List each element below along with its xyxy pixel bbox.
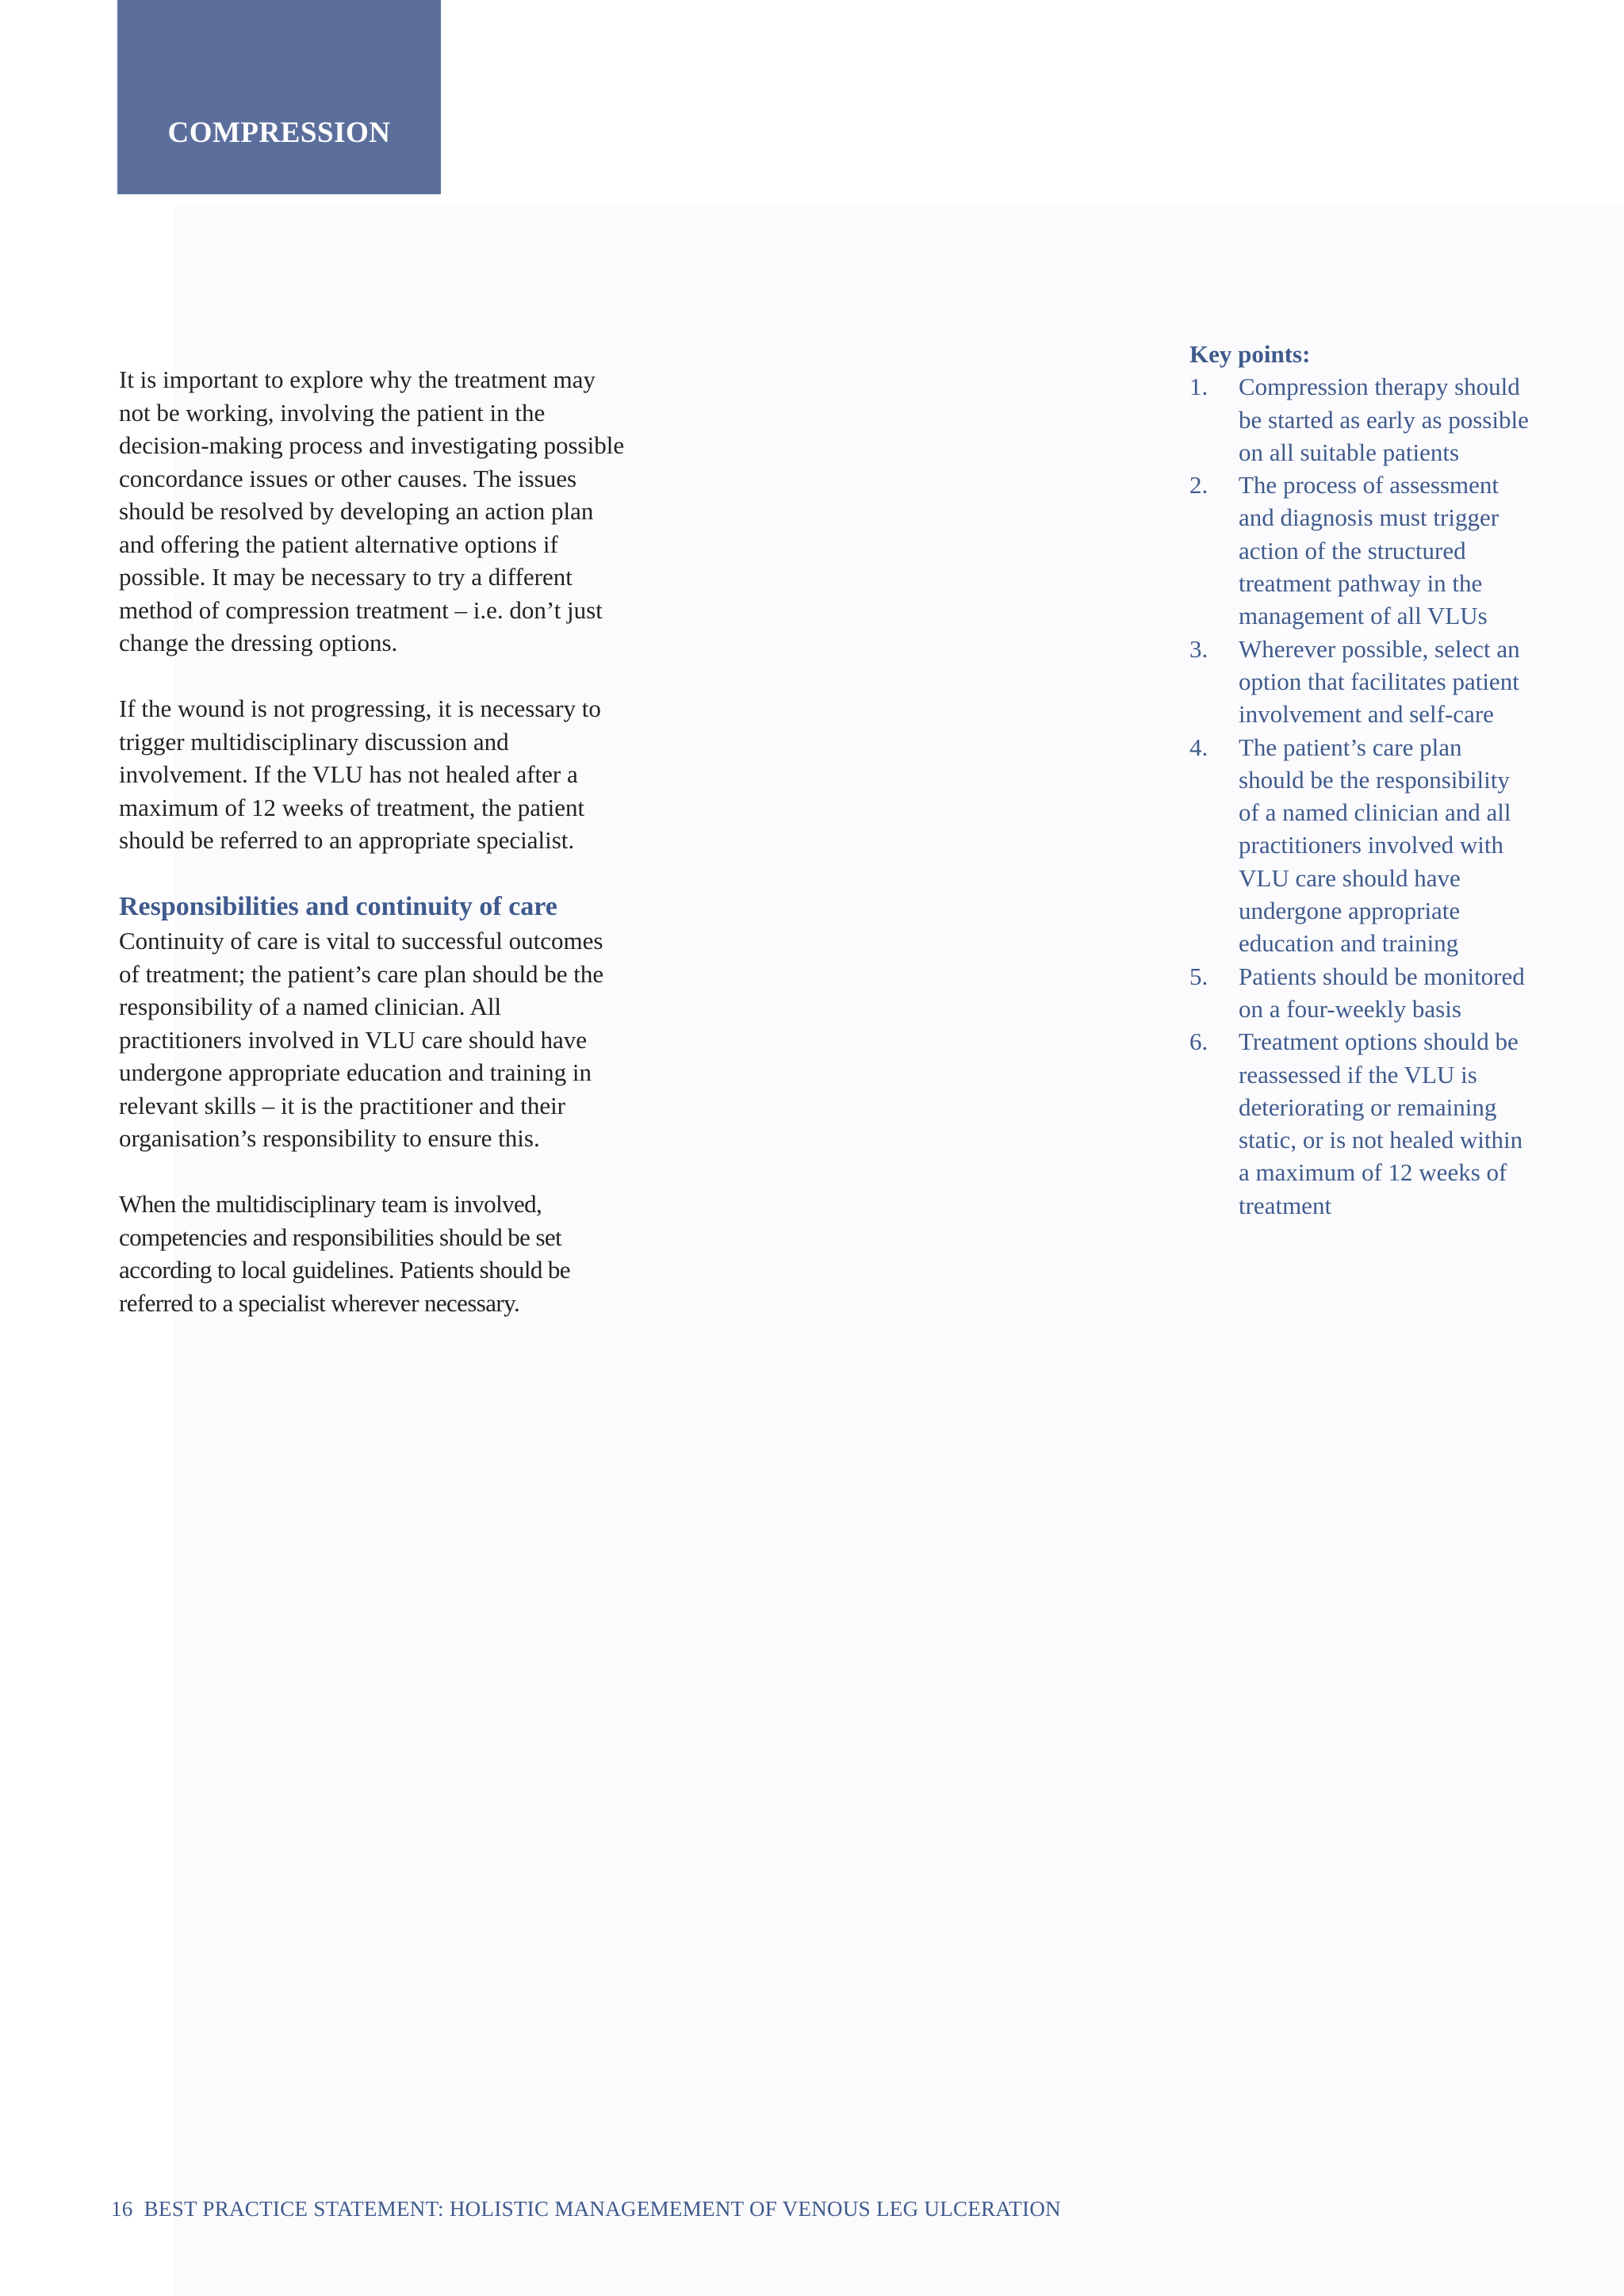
footer-title: BEST PRACTICE STATEMENT: HOLISTIC MANAGEMEMENT OF VENOUS LEG ULCERATION [144,2197,1061,2221]
key-points-title: Key points: [1189,340,1311,368]
body-paragraph-2: If the wound is not progressing, it is necessary to trigger multidisciplinary discussion and involvement. If the VLU has not healed after a maximum of 12 weeks of treatment, the patient should be referred to an appropriate specialist. [119,695,601,854]
section-tab [117,0,441,194]
body-paragraph-4: When the multidisciplinary team is involved, competencies and responsibilities should be set according to local guidelines. Patients should be referred to a specialist wherever necessary. [119,1190,570,1317]
key-point-text: The process of assessment and diagnosis must trigger action of the structured treatment pathway in the management of all VLUs [1239,471,1500,630]
section-tab-label: COMPRESSION [167,117,391,149]
key-point-item [1189,731,1530,960]
key-point-number: 3. [1189,634,1208,663]
key-point-item [1189,370,1530,469]
key-point-number: 2. [1189,471,1208,499]
key-point-text: The patient’s care plan should be the responsibility of a named clinician and all practitioners involved with VLU care should have undergone appropriate education and training [1239,733,1511,958]
key-points-box [1189,338,1530,1222]
key-point-number: 6. [1189,1027,1208,1056]
key-points-list [1189,370,1530,1222]
key-point-text: Wherever possible, select an option that facilitates patient involvement and self-care [1239,634,1520,729]
key-point-number: 1. [1189,373,1208,401]
page-footer [111,2197,1061,2221]
section-heading: Responsibilities and continuity of care [119,892,557,921]
key-point-text: Patients should be monitored on a four-weekly basis [1239,962,1525,1023]
key-point-number: 5. [1189,962,1208,990]
key-point-item [1189,960,1530,1026]
key-point-number: 4. [1189,733,1208,761]
page-number: 16 [111,2197,133,2221]
body-paragraph-1: It is important to explore why the treatment may not be working, involving the patient in the decision-making process and investigating possible concordance issues or other causes. The issues should be resolved by developing an action plan and offering the patient alternative options if possible. It may be necessary to try a different method of compression treatment – i.e. don’t just change the dressing options. [119,365,625,656]
key-point-text: Treatment options should be reassessed if the VLU is deteriorating or remaining static, or is not healed within a maximum of 12 weeks of treatment [1239,1027,1523,1219]
key-point-item [1189,633,1530,731]
body-paragraph-3: Continuity of care is vital to successful outcomes of treatment; the patient’s care plan should be the responsibility of a named clinician. All practitioners involved in VLU care should have undergone appropriate education and training in relevant skills – it is the practitioner and their organisation’s responsibility to ensure this. [119,927,604,1152]
key-point-text: Compression therapy should be started as early as possible on all suitable patients [1239,373,1529,466]
key-point-item [1189,1025,1530,1222]
main-column [119,363,626,1353]
key-point-item [1189,469,1530,632]
